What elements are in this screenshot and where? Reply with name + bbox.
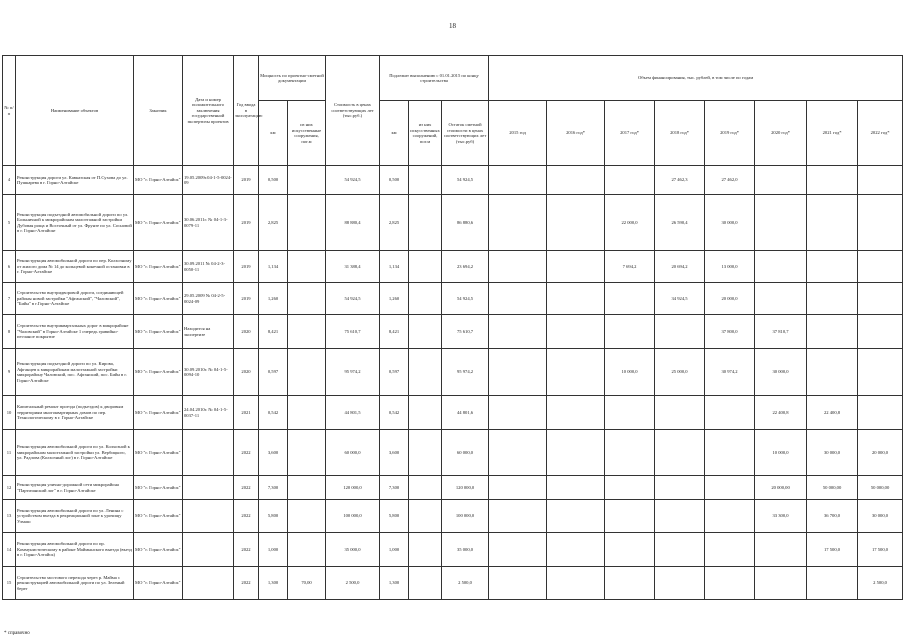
table-body bbox=[3, 166, 903, 600]
row-number-cell: 8 bbox=[3, 315, 16, 349]
cost-cell: 54 924,5 bbox=[326, 166, 380, 195]
funding-year-cell bbox=[605, 315, 655, 349]
customer-cell: МО "г. Горно-Алтайск" bbox=[134, 476, 183, 500]
funding-year-cell bbox=[489, 396, 547, 430]
funding-year-cell bbox=[755, 567, 807, 600]
funding-year-cell: 33 300,0 bbox=[755, 500, 807, 533]
funding-year-cell bbox=[755, 283, 807, 315]
table-row bbox=[3, 567, 903, 600]
funding-year-cell: 30 000,0 bbox=[807, 430, 858, 476]
funding-year-cell bbox=[489, 283, 547, 315]
capacity-art-cell bbox=[288, 166, 326, 195]
balance-km-cell: 1,260 bbox=[380, 283, 409, 315]
funding-year-cell bbox=[755, 251, 807, 283]
funding-year-cell bbox=[655, 476, 705, 500]
balance-km-cell: 3,600 bbox=[380, 430, 409, 476]
funding-year-cell bbox=[655, 567, 705, 600]
funding-year-cell bbox=[705, 396, 755, 430]
funding-year-cell bbox=[605, 476, 655, 500]
funding-year-cell bbox=[858, 166, 903, 195]
customer-cell: МО "г. Горно-Алтайск" bbox=[134, 567, 183, 600]
funding-year-cell bbox=[489, 349, 547, 396]
commission-year-cell: 2019 bbox=[234, 195, 259, 251]
funding-year-cell bbox=[755, 166, 807, 195]
funding-year-cell: 37 800,0 bbox=[705, 315, 755, 349]
balance-rest-cell: 2 500,0 bbox=[442, 567, 489, 600]
funding-year-cell bbox=[489, 476, 547, 500]
header-expertise: Дата и номер положительного заключения государственной экспертизы проектов bbox=[183, 56, 234, 166]
funding-year-cell bbox=[858, 251, 903, 283]
commission-year-cell: 2022 bbox=[234, 533, 259, 567]
header-balance-art: из них искусственных сооружений, пог.м bbox=[409, 101, 442, 166]
cost-cell: 54 924,5 bbox=[326, 283, 380, 315]
funding-year-cell bbox=[755, 195, 807, 251]
balance-art-cell bbox=[409, 500, 442, 533]
funding-year-cell: 30 000,0 bbox=[705, 195, 755, 251]
funding-year-cell bbox=[755, 533, 807, 567]
funding-year-cell bbox=[807, 349, 858, 396]
funding-year-cell: 20 000,0 bbox=[705, 283, 755, 315]
object-name-cell: Строительство внутриквартальных дорог в микрорайоне "Чаловский" в Горно-Алтайске 1 очередь гравийно-песчаное покрытие bbox=[16, 315, 134, 349]
funding-year-cell bbox=[858, 349, 903, 396]
expertise-cell: 30.09.2011 № 04-2-3-0050-11 bbox=[183, 251, 234, 283]
cost-cell: 120 000,0 bbox=[326, 476, 380, 500]
header-customer: Заказчик bbox=[134, 56, 183, 166]
funding-year-cell: 27 462,3 bbox=[655, 166, 705, 195]
funding-year-cell bbox=[547, 500, 605, 533]
funding-year-cell: 10 000,0 bbox=[755, 430, 807, 476]
funding-year-cell bbox=[547, 396, 605, 430]
expertise-cell bbox=[183, 430, 234, 476]
balance-rest-cell: 100 000,0 bbox=[442, 500, 489, 533]
table-row bbox=[3, 476, 903, 500]
balance-art-cell bbox=[409, 430, 442, 476]
expertise-cell: 30.06.2011г. № 04-1-3-0079-11 bbox=[183, 195, 234, 251]
funding-year-cell bbox=[547, 476, 605, 500]
commission-year-cell: 2022 bbox=[234, 476, 259, 500]
funding-year-cell bbox=[705, 500, 755, 533]
funding-year-cell bbox=[489, 567, 547, 600]
capacity-art-cell bbox=[288, 396, 326, 430]
commission-year-cell: 2019 bbox=[234, 166, 259, 195]
funding-year-cell: 37 810,7 bbox=[755, 315, 807, 349]
funding-year-cell bbox=[605, 430, 655, 476]
balance-km-cell: 7,300 bbox=[380, 476, 409, 500]
capacity-km-cell: 0,542 bbox=[259, 396, 288, 430]
expertise-cell: 24.04.2010г. № 04-1-5-0037-11 bbox=[183, 396, 234, 430]
header-year-2016: 2016 год* bbox=[547, 101, 605, 166]
row-number-cell: 7 bbox=[3, 283, 16, 315]
table-row bbox=[3, 430, 903, 476]
customer-cell: МО "г. Горно-Алтайск" bbox=[134, 533, 183, 567]
funding-year-cell bbox=[547, 166, 605, 195]
funding-year-cell bbox=[807, 315, 858, 349]
funding-year-cell: 34 924,5 bbox=[655, 283, 705, 315]
funding-year-cell bbox=[547, 251, 605, 283]
row-number-cell: 14 bbox=[3, 533, 16, 567]
funding-year-cell bbox=[655, 500, 705, 533]
header-year-2021: 2021 год* bbox=[807, 101, 858, 166]
funding-year-cell: 20 000,00 bbox=[755, 476, 807, 500]
row-number-cell: 10 bbox=[3, 396, 16, 430]
customer-cell: МО "г. Горно-Алтайск" bbox=[134, 166, 183, 195]
object-name-cell: Реконструкция подъездной дороги по ул. Кирова, Афганцев к микрорайонам малоэтажной застройки микрорайону Чаловский, пос. Афганский, пос. Бийн в г. Горно-Алтайске bbox=[16, 349, 134, 396]
capacity-art-cell bbox=[288, 195, 326, 251]
row-number-cell: 9 bbox=[3, 349, 16, 396]
capacity-km-cell: 1,260 bbox=[259, 283, 288, 315]
table-row bbox=[3, 315, 903, 349]
object-name-cell: Реконструкция автомобильной дороги по ул. Ленина с устройством въезда в рекреационной зоне к урочищу Улмаш bbox=[16, 500, 134, 533]
expertise-cell bbox=[183, 533, 234, 567]
customer-cell: МО "г. Горно-Алтайск" bbox=[134, 195, 183, 251]
funding-year-cell bbox=[489, 500, 547, 533]
customer-cell: МО "г. Горно-Алтайск" bbox=[134, 349, 183, 396]
header-year-2018: 2018 год* bbox=[655, 101, 705, 166]
capacity-art-cell bbox=[288, 476, 326, 500]
capacity-art-cell bbox=[288, 430, 326, 476]
cost-cell: 44 801,5 bbox=[326, 396, 380, 430]
cost-cell: 60 000,0 bbox=[326, 430, 380, 476]
funding-year-cell: 22 000,0 bbox=[605, 195, 655, 251]
funding-year-cell bbox=[489, 533, 547, 567]
commission-year-cell: 2022 bbox=[234, 500, 259, 533]
object-name-cell: Строительство мостового перехода через р. Майма с реконструкцией автомобильной дороги по ул. Зеленый берег bbox=[16, 567, 134, 600]
balance-km-cell: 0,542 bbox=[380, 396, 409, 430]
commission-year-cell: 2020 bbox=[234, 315, 259, 349]
header-balance-km: км bbox=[380, 101, 409, 166]
capacity-km-cell: 2,825 bbox=[259, 195, 288, 251]
table-row bbox=[3, 500, 903, 533]
balance-rest-cell: 54 924,5 bbox=[442, 166, 489, 195]
customer-cell: МО "г. Горно-Алтайск" bbox=[134, 430, 183, 476]
funding-year-cell: 30 000,0 bbox=[755, 349, 807, 396]
balance-art-cell bbox=[409, 349, 442, 396]
funding-year-cell: 50 000,00 bbox=[858, 476, 903, 500]
funding-year-cell bbox=[489, 166, 547, 195]
balance-art-cell bbox=[409, 567, 442, 600]
row-number-cell: 15 bbox=[3, 567, 16, 600]
funding-year-cell bbox=[858, 396, 903, 430]
funding-year-cell bbox=[655, 430, 705, 476]
row-number-cell: 4 bbox=[3, 166, 16, 195]
capacity-art-cell bbox=[288, 533, 326, 567]
funding-year-cell: 22 400,8 bbox=[807, 396, 858, 430]
balance-rest-cell: 120 000,0 bbox=[442, 476, 489, 500]
page-number: 18 bbox=[449, 22, 456, 30]
table-row bbox=[3, 396, 903, 430]
capacity-km-cell: 1,134 bbox=[259, 251, 288, 283]
funding-year-cell: 36 700,0 bbox=[807, 500, 858, 533]
balance-rest-cell: 35 000,0 bbox=[442, 533, 489, 567]
cost-cell: 31 388,4 bbox=[326, 251, 380, 283]
funding-year-cell bbox=[705, 567, 755, 600]
customer-cell: МО "г. Горно-Алтайск" bbox=[134, 283, 183, 315]
capacity-art-cell bbox=[288, 315, 326, 349]
footnote: * справочно bbox=[4, 631, 30, 636]
table-row bbox=[3, 166, 903, 195]
funding-year-cell bbox=[605, 166, 655, 195]
header-capacity: Мощность по проектно-сметной документации bbox=[259, 56, 326, 101]
funding-year-cell bbox=[705, 476, 755, 500]
balance-rest-cell: 86 880,6 bbox=[442, 195, 489, 251]
balance-art-cell bbox=[409, 251, 442, 283]
commission-year-cell: 2020 bbox=[234, 349, 259, 396]
table-row bbox=[3, 533, 903, 567]
expertise-cell bbox=[183, 567, 234, 600]
expertise-cell: 19.05.2009г.04-1-5-0024-09 bbox=[183, 166, 234, 195]
commission-year-cell: 2021 bbox=[234, 396, 259, 430]
funding-year-cell: 2 500,0 bbox=[858, 567, 903, 600]
funding-year-cell: 27 462,0 bbox=[705, 166, 755, 195]
funding-year-cell bbox=[547, 567, 605, 600]
funding-year-cell: 13 000,0 bbox=[705, 251, 755, 283]
balance-rest-cell: 23 694,2 bbox=[442, 251, 489, 283]
funding-year-cell: 17 500,0 bbox=[858, 533, 903, 567]
cost-cell: 95 974,2 bbox=[326, 349, 380, 396]
funding-year-cell bbox=[547, 315, 605, 349]
customer-cell: МО "г. Горно-Алтайск" bbox=[134, 500, 183, 533]
capacity-km-cell: 7,300 bbox=[259, 476, 288, 500]
row-number-cell: 13 bbox=[3, 500, 16, 533]
object-name-cell: Капитальный ремонт проезда (подъездов) к дворовым территориям многоквартирных домов по пер. Технологическому в г. Горно-Алтайске bbox=[16, 396, 134, 430]
row-number-cell: 11 bbox=[3, 430, 16, 476]
capacity-km-cell: 8,421 bbox=[259, 315, 288, 349]
funding-year-cell bbox=[489, 315, 547, 349]
cost-cell: 2 500,0 bbox=[326, 567, 380, 600]
balance-km-cell: 8,421 bbox=[380, 315, 409, 349]
commission-year-cell: 2019 bbox=[234, 283, 259, 315]
balance-art-cell bbox=[409, 315, 442, 349]
row-number-cell: 5 bbox=[3, 195, 16, 251]
commission-year-cell: 2022 bbox=[234, 567, 259, 600]
funding-year-cell: 20 694,2 bbox=[655, 251, 705, 283]
funding-year-cell bbox=[605, 396, 655, 430]
cost-cell: 75 610,7 bbox=[326, 315, 380, 349]
object-name-cell: Реконструкция автомобильной дороги по пр. Коммунистическому в районе Маймынского выезда (въезд в г. Горно-Алтайск) bbox=[16, 533, 134, 567]
capacity-km-cell: 1,300 bbox=[259, 567, 288, 600]
object-name-cell: Реконструкция дороги ул. Кавказская от П.Сухова до ул. Пушкарева в г. Горно-Алтайске bbox=[16, 166, 134, 195]
row-number-cell: 6 bbox=[3, 251, 16, 283]
balance-km-cell: 1,000 bbox=[380, 533, 409, 567]
commission-year-cell: 2022 bbox=[234, 430, 259, 476]
funding-year-cell bbox=[705, 430, 755, 476]
table-header bbox=[3, 56, 903, 166]
expertise-cell: 30.09.2010г. № 04-1-5-0094-10 bbox=[183, 349, 234, 396]
balance-art-cell bbox=[409, 283, 442, 315]
capacity-km-cell: 0,500 bbox=[259, 166, 288, 195]
funding-year-cell: 26 590,4 bbox=[655, 195, 705, 251]
header-year: Год ввода в эксплуатацию bbox=[234, 56, 259, 166]
expertise-cell: Находится на экспертизе bbox=[183, 315, 234, 349]
funding-year-cell: 20 000,0 bbox=[858, 430, 903, 476]
header-cost: Стоимость в ценах соответствующих лет (тыс.руб.) bbox=[326, 56, 380, 166]
capacity-km-cell: 0,597 bbox=[259, 349, 288, 396]
balance-km-cell: 1,300 bbox=[380, 567, 409, 600]
header-year-2019: 2019 год* bbox=[705, 101, 755, 166]
funding-year-cell: 30 974,2 bbox=[705, 349, 755, 396]
cost-cell: 88 880,4 bbox=[326, 195, 380, 251]
investment-table bbox=[2, 55, 903, 600]
expertise-cell: 29.05.2009 № 04-2-5-0024-09 bbox=[183, 283, 234, 315]
balance-km-cell: 5,800 bbox=[380, 500, 409, 533]
customer-cell: МО "г. Горно-Алтайск" bbox=[134, 251, 183, 283]
funding-year-cell bbox=[547, 430, 605, 476]
capacity-art-cell: 70,00 bbox=[288, 567, 326, 600]
funding-year-cell bbox=[807, 567, 858, 600]
funding-year-cell bbox=[547, 533, 605, 567]
header-year-2017: 2017 год* bbox=[605, 101, 655, 166]
capacity-art-cell bbox=[288, 349, 326, 396]
funding-year-cell bbox=[489, 251, 547, 283]
funding-year-cell bbox=[858, 315, 903, 349]
balance-km-cell: 1,134 bbox=[380, 251, 409, 283]
funding-year-cell bbox=[605, 567, 655, 600]
funding-year-cell bbox=[807, 283, 858, 315]
header-year-2022: 2022 год* bbox=[858, 101, 903, 166]
customer-cell: МО "г. Горно-Алтайск" bbox=[134, 315, 183, 349]
funding-year-cell bbox=[655, 396, 705, 430]
funding-year-cell: 22 400,8 bbox=[755, 396, 807, 430]
header-balance: Подлежит выполнению с 01.01.2015 по концу строительства bbox=[380, 56, 489, 101]
cost-cell: 35 000,0 bbox=[326, 533, 380, 567]
balance-km-cell: 2,825 bbox=[380, 195, 409, 251]
table-row bbox=[3, 349, 903, 396]
balance-rest-cell: 75 610,7 bbox=[442, 315, 489, 349]
funding-year-cell bbox=[547, 283, 605, 315]
balance-art-cell bbox=[409, 476, 442, 500]
expertise-cell bbox=[183, 500, 234, 533]
object-name-cell: Реконструкция подъездной автомобильной дороги по ул. Больничной к микрорайонам малоэтажной застройки Дубовая роща и Восточный от ул. Фрунзе по ул. Сосновой в г. Горно-Алтайске bbox=[16, 195, 134, 251]
capacity-art-cell bbox=[288, 283, 326, 315]
header-art-structures: из них искусственные сооружения, пог.м bbox=[288, 101, 326, 166]
header-no: № п/п bbox=[3, 56, 16, 166]
capacity-km-cell: 5,800 bbox=[259, 500, 288, 533]
commission-year-cell: 2019 bbox=[234, 251, 259, 283]
capacity-art-cell bbox=[288, 251, 326, 283]
row-number-cell: 12 bbox=[3, 476, 16, 500]
balance-art-cell bbox=[409, 396, 442, 430]
funding-year-cell bbox=[655, 315, 705, 349]
header-funding: Объем финансирования, тыс. рублей, в том числе по годам bbox=[489, 56, 903, 101]
funding-year-cell bbox=[605, 533, 655, 567]
funding-year-cell bbox=[547, 195, 605, 251]
table-row bbox=[3, 283, 903, 315]
balance-rest-cell: 44 801,6 bbox=[442, 396, 489, 430]
header-km: км bbox=[259, 101, 288, 166]
object-name-cell: Строительство внутридворовой дороги, соединяющей районы новой застройки "Афганский", "Чаловский", "Бийн" в г.Горно-Алтайске bbox=[16, 283, 134, 315]
capacity-km-cell: 1,000 bbox=[259, 533, 288, 567]
funding-year-cell: 10 000,0 bbox=[605, 349, 655, 396]
balance-rest-cell: 95 974,2 bbox=[442, 349, 489, 396]
header-year-2015: 2015 год bbox=[489, 101, 547, 166]
header-balance-rest: Остаток сметной стоимости в ценах соответствующих лет (тыс.руб) bbox=[442, 101, 489, 166]
funding-year-cell bbox=[858, 283, 903, 315]
funding-year-cell: 30 000,0 bbox=[858, 500, 903, 533]
funding-year-cell: 25 000,0 bbox=[655, 349, 705, 396]
funding-year-cell bbox=[807, 251, 858, 283]
funding-year-cell bbox=[705, 533, 755, 567]
table-row bbox=[3, 251, 903, 283]
header-year-2020: 2020 год* bbox=[755, 101, 807, 166]
balance-art-cell bbox=[409, 533, 442, 567]
balance-rest-cell: 60 000,0 bbox=[442, 430, 489, 476]
funding-year-cell bbox=[489, 430, 547, 476]
funding-year-cell bbox=[655, 533, 705, 567]
funding-year-cell bbox=[858, 195, 903, 251]
funding-year-cell: 50 000,00 bbox=[807, 476, 858, 500]
capacity-km-cell: 3,600 bbox=[259, 430, 288, 476]
funding-year-cell bbox=[807, 195, 858, 251]
table-row bbox=[3, 195, 903, 251]
object-name-cell: Реконструкция автомобильной дороги по ул. Колхозной к микрорайонам малоэтажной застройки ул. Вербицкого, ул. Радлова (Колхозный лог) в г. Горно-Алтайске bbox=[16, 430, 134, 476]
funding-year-cell: 7 694,2 bbox=[605, 251, 655, 283]
balance-art-cell bbox=[409, 195, 442, 251]
balance-rest-cell: 54 924,5 bbox=[442, 283, 489, 315]
header-name: Наименование объектов bbox=[16, 56, 134, 166]
funding-year-cell: 17 500,0 bbox=[807, 533, 858, 567]
balance-km-cell: 0,597 bbox=[380, 349, 409, 396]
funding-year-cell bbox=[807, 166, 858, 195]
funding-year-cell bbox=[547, 349, 605, 396]
capacity-art-cell bbox=[288, 500, 326, 533]
balance-art-cell bbox=[409, 166, 442, 195]
funding-year-cell bbox=[605, 283, 655, 315]
funding-year-cell bbox=[489, 195, 547, 251]
funding-year-cell bbox=[605, 500, 655, 533]
object-name-cell: Реконструкция автомобильной дороги по пер. Колхозному от жилого дома № 14 до кольцевой конечной остановки в г. Горно-Алтайске bbox=[16, 251, 134, 283]
cost-cell: 100 000,0 bbox=[326, 500, 380, 533]
object-name-cell: Реконструкция улично-дорожной сети микрорайона "Партизанский лог" в г. Горно-Алтайске bbox=[16, 476, 134, 500]
expertise-cell bbox=[183, 476, 234, 500]
balance-km-cell: 0,500 bbox=[380, 166, 409, 195]
customer-cell: МО "г. Горно-Алтайск" bbox=[134, 396, 183, 430]
